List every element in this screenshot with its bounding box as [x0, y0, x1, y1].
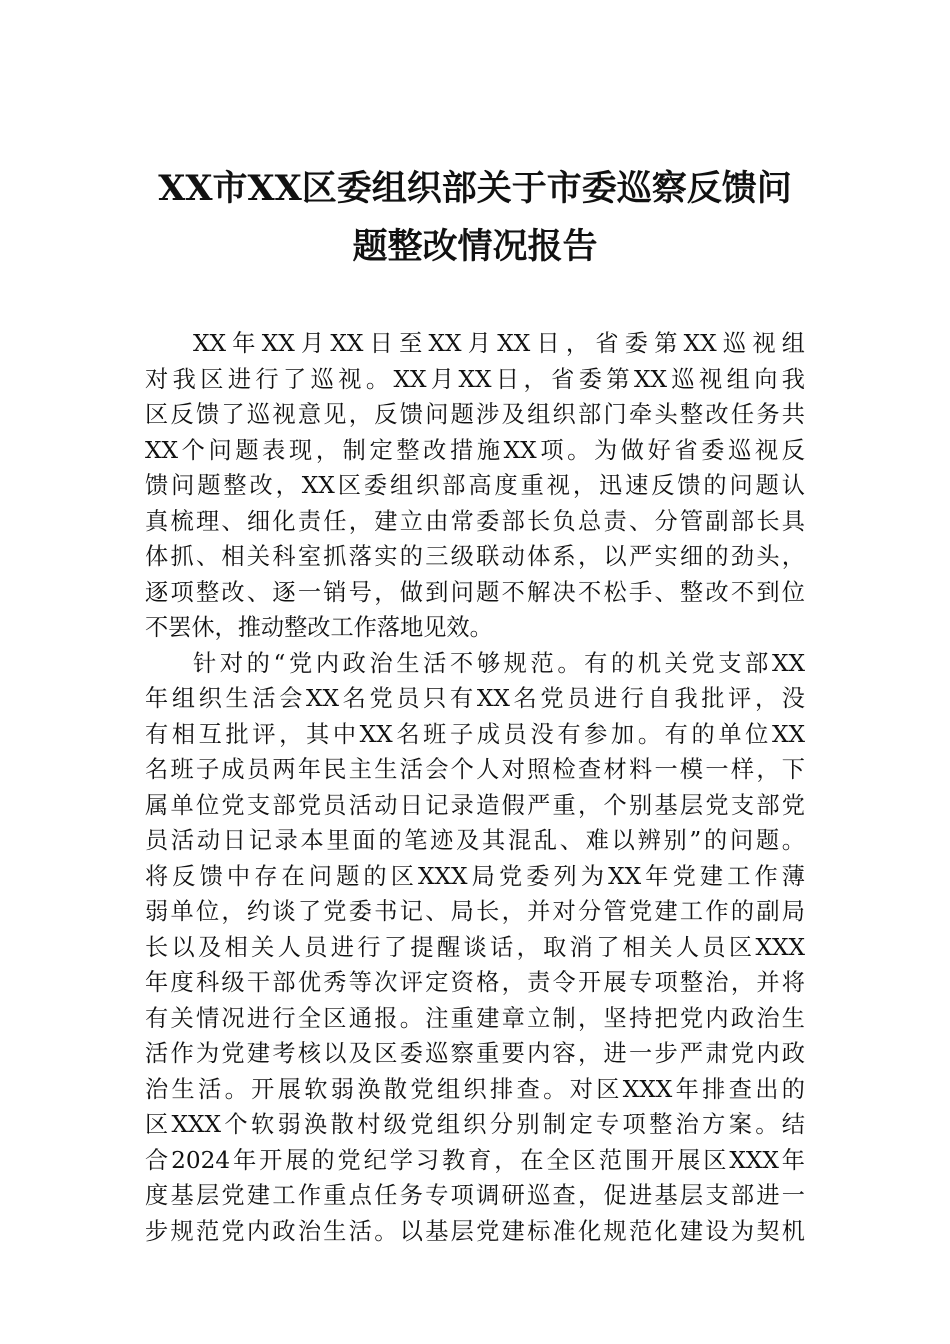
title-line-2: 题整改情况报告 — [352, 226, 598, 267]
document-title — [130, 160, 820, 276]
paragraph-2-line: 活作为党建考核以及区委巡察重要内容，进一步严肃党内政 — [145, 1040, 805, 1067]
paragraph-1-line: 真梳理、细化责任，建立由常委部长负总责、分管副部长具 — [145, 507, 805, 535]
title-line-1: XX市XX区委组织部关于市委巡察反馈问 — [158, 168, 792, 209]
paragraph-2-line: 属单位党支部党员活动日记录造假严重，个别基层党支部党 — [145, 791, 805, 819]
paragraph-1-line: XX个问题表现，制定整改措施XX项。为做好省委巡视反 — [145, 436, 805, 464]
paragraph-1-line: 逐项整改、逐一销号，做到问题不解决不松手、整改不到位 — [145, 578, 805, 606]
paragraph-2-line: 名班子成员两年民主生活会个人对照检查材料一模一样，下 — [145, 756, 805, 783]
paragraph-2-line: 区XXX个软弱涣散村级党组织分别制定专项整治方案。结 — [145, 1111, 805, 1138]
paragraph-2-line: 员活动日记录本里面的笔迹及其混乱、难以辨别”的问题。 — [145, 827, 805, 854]
paragraph-2-line: 有相互批评，其中XX名班子成员没有参加。有的单位XX — [145, 720, 805, 748]
paragraph-2-line: 步规范党内政治生活。以基层党建标准化规范化建设为契机 — [145, 1217, 805, 1245]
paragraph-1-line: 馈问题整改，XX区委组织部高度重视，迅速反馈的问题认 — [145, 472, 805, 499]
paragraph-2-line: 有关情况进行全区通报。注重建章立制，坚持把党内政治生 — [145, 1004, 805, 1032]
paragraph-2-line: 长以及相关人员进行了提醒谈话，取消了相关人员区XXX — [145, 933, 805, 961]
paragraph-1-line: XX年XX月XX日至XX月XX日，省委第XX巡视组 — [193, 330, 805, 357]
paragraph-1-line: 区反馈了巡视意见，反馈问题涉及组织部门牵头整改任务共 — [145, 401, 805, 428]
paragraph-2-line: 年度科级干部优秀等次评定资格，责令开展专项整治，并将 — [145, 969, 805, 996]
paragraph-2-line: 度基层党建工作重点任务专项调研巡查，促进基层支部进一 — [145, 1182, 805, 1209]
paragraph-2-line: 针对的“党内政治生活不够规范。有的机关党支部XX — [193, 649, 805, 677]
paragraph-2-line: 治生活。开展软弱涣散党组织排查。对区XXX年排查出的 — [145, 1075, 805, 1103]
paragraph-2-line: 将反馈中存在问题的区XXX局党委列为XX年党建工作薄 — [145, 862, 805, 890]
paragraph-2-line: 年组织生活会XX名党员只有XX名党员进行自我批评，没 — [145, 685, 805, 712]
document-body — [145, 326, 805, 1249]
paragraph-1-line: 对我区进行了巡视。XX月XX日，省委第XX巡视组向我 — [145, 365, 805, 393]
paragraph-1-line: 体抓、相关科室抓落实的三级联动体系，以严实细的劲头， — [145, 543, 805, 570]
paragraph-2-line: 合2024年开展的党纪学习教育，在全区范围开展区XXX年 — [145, 1146, 805, 1174]
paragraph-1-line: 不罢休，推动整改工作落地见效。 — [145, 614, 493, 641]
paragraph-2-line: 弱单位，约谈了党委书记、局长，并对分管党建工作的副局 — [145, 898, 805, 925]
